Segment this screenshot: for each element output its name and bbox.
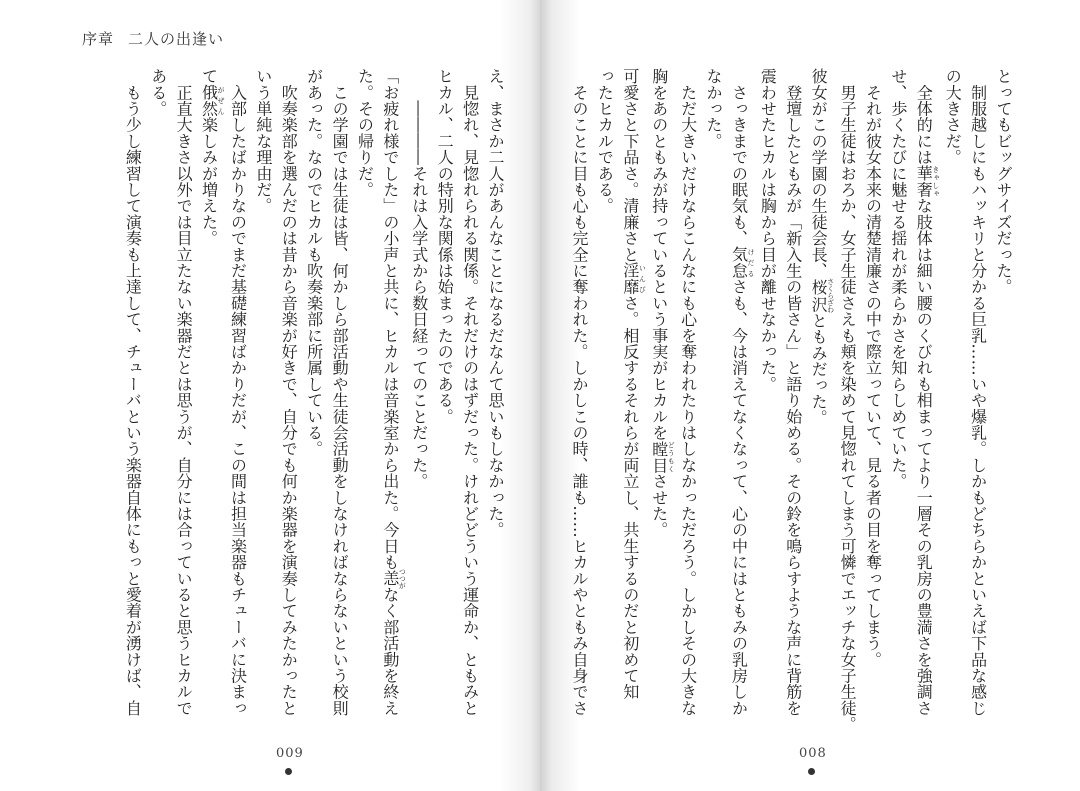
- text-line: [617, 68, 646, 728]
- ruby-word: [620, 262, 647, 295]
- ruby-base: 桜沢: [809, 277, 829, 313]
- line-segment: さっきまでの眠気も、: [729, 68, 749, 247]
- text-line: ただ大きいだけならこんなにも心を奪われたりはしなかっただろう。しかしその大きな: [678, 68, 698, 716]
- text-line: があった。なのでヒカルも吹奏楽部に所属している。: [304, 68, 324, 457]
- ruby-word: [914, 165, 940, 198]
- line-segment: 彼女がこの学園の生徒会長、: [809, 68, 829, 279]
- text-line: いう単純な理由だ。: [253, 68, 273, 214]
- ruby-word: [649, 440, 676, 474]
- text-line: ヒカル、二人の特別な関係は始まったのである。: [435, 68, 455, 425]
- folio-dot-right: [808, 768, 815, 775]
- text-line: なかった。: [704, 68, 724, 149]
- text-line: 登壇したともみが「新入生の皆さん」と語り始める。その鈴を鳴らすような声に背筋を: [783, 68, 803, 717]
- text-line: 制服越しにもハッキリと分かる巨乳……いや爆乳。しかもどちらかといえば下品な感じ: [968, 68, 988, 716]
- right-page: [540, 0, 1080, 791]
- line-segment: なく部活動を終え: [380, 586, 400, 717]
- line-segment: さ。相反するそれらが両立し、共生するのだと初めて知: [620, 294, 640, 700]
- ruby-reading: けだる: [746, 246, 755, 279]
- text-line: [726, 68, 755, 728]
- line-segment: 「お疲れ様でした」の小声と共に、ヒカルは音楽室から出た。今日も: [380, 68, 400, 571]
- ruby-base: 俄然: [199, 84, 219, 117]
- text-line: とってもビッグサイズだった。: [994, 68, 1013, 295]
- text-line: ったヒカルである。: [595, 68, 615, 214]
- ruby-word: [380, 567, 407, 589]
- chapter-title: 二人の出逢い: [128, 30, 225, 48]
- ruby-base: 瞠目: [649, 440, 669, 474]
- text-line: え、まさか二人があんなことになるだなんて思いもしなかった。: [486, 68, 505, 538]
- text-line: ある。: [148, 68, 168, 117]
- text-line: せ、歩くたびに魅せる揺れが柔らかさを知らしめていた。: [888, 68, 908, 490]
- text-line: 震わせたヒカルは胸から目が離せなかった。: [758, 68, 778, 392]
- text-line: 入部したばかりなのでまだ基礎練習ばかりだが、この間は担当楽器もチューバに決まっ: [228, 68, 248, 716]
- line-segment: 全体的には: [914, 68, 934, 166]
- text-line: た。その帰りだ。: [355, 68, 375, 198]
- text-line: そのことに目も心も完全に奪われた。しかしこの時、誰も……ヒカルやともみ自身でさ: [570, 68, 589, 716]
- ruby-reading: いんび: [638, 262, 647, 295]
- page-number-left: 009: [276, 746, 304, 761]
- line-segment: 胸をあのともみが持っているという事実がヒカルを: [649, 68, 669, 441]
- line-segment: て: [199, 68, 219, 85]
- text-line: ――――それは入学式から数日経ってのことだった。: [409, 68, 429, 490]
- ruby-base: 恙: [380, 567, 400, 589]
- ruby-reading: さくらざわ: [826, 277, 835, 313]
- line-segment: ともみだった。: [809, 312, 829, 426]
- text-line: 男子生徒はおろか、女子生徒さえも頬を染めて見惚れてしまう可憐でエッチな女子生徒。: [838, 68, 858, 733]
- text-line: [646, 68, 675, 728]
- ruby-reading: がぜん: [217, 84, 226, 117]
- folio-dot-left: [285, 768, 292, 775]
- text-line: [911, 68, 940, 728]
- text-line: それが彼女本来の清楚清廉さの中で際立っていて、見る者の目を奪ってしまう。: [863, 68, 883, 668]
- ruby-reading: きゃしゃ: [931, 165, 940, 198]
- body-text-right: [570, 68, 1016, 733]
- line-segment: さも、今は消えてなくなって、心の中にはともみの乳房しか: [729, 278, 749, 717]
- page-number-right: 008: [799, 746, 827, 761]
- line-segment: させた。: [649, 473, 669, 538]
- text-line: の大きさだ。: [943, 68, 963, 166]
- chapter-label: 序章: [82, 30, 115, 48]
- body-text-left: [76, 68, 508, 728]
- ruby-reading: つつが: [398, 567, 407, 589]
- text-line: [196, 68, 225, 728]
- ruby-base: 華奢: [914, 165, 934, 198]
- ruby-word: [199, 84, 226, 117]
- text-line: 正直大きさ以外では目立たない楽器だとは思うが、自分には合っていると思うヒカルで: [174, 68, 194, 716]
- text-line: 吹奏楽部を選んだのは昔から音楽が好きで、自分でも何か楽器を演奏してみたかったと: [279, 68, 299, 716]
- text-line: 見惚れ、見惚れられる関係。それだけのはずだった。けれどどういう運命か、ともみと: [460, 68, 480, 716]
- text-line: [377, 68, 406, 728]
- ruby-word: [729, 246, 755, 279]
- line-segment: な肢体は細い腰のくびれも相まってより一層その乳房の豊満さを強調さ: [914, 197, 934, 717]
- line-segment: 可愛さと下品さ。清廉さと: [620, 68, 640, 263]
- ruby-base: 気怠: [729, 246, 749, 279]
- running-header: [82, 28, 224, 49]
- line-segment: 楽しみが増えた。: [199, 116, 219, 247]
- ruby-word: [809, 277, 835, 313]
- text-line: [806, 68, 835, 728]
- ruby-base: 淫靡: [620, 262, 640, 295]
- text-line: この学園では生徒は皆、何かしら部活動や生徒会活動をしなければならないという校則: [330, 68, 350, 716]
- text-line: もう少し練習して演奏も上達して、チューバという楽器自体にもっと愛着が湧けば、自: [123, 68, 143, 716]
- ruby-reading: どうもく: [667, 440, 676, 474]
